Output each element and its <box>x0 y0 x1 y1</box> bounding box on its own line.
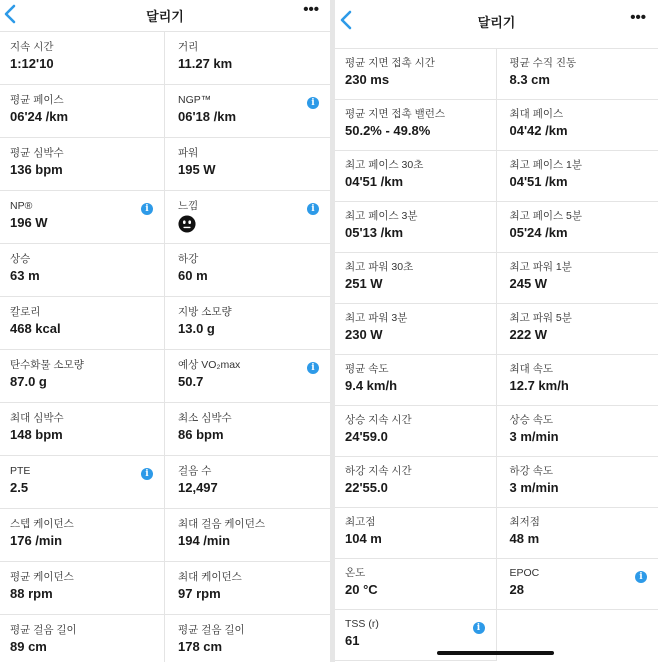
stat-value: 2.5 <box>10 480 29 495</box>
stat-value: 12,497 <box>178 480 218 495</box>
stat-label: 최고 페이스 5분 <box>509 210 583 222</box>
stat-value: 230 W <box>345 327 383 342</box>
stat-label: 최고 페이스 3분 <box>345 210 418 222</box>
stat-value: 251 W <box>345 276 383 291</box>
stat-cell <box>497 253 658 304</box>
stat-cell <box>497 100 658 151</box>
stat-cell <box>165 509 330 562</box>
stat-label: 느낌 <box>178 200 199 212</box>
stat-label: 최고 파워 3분 <box>345 312 408 324</box>
header <box>0 0 330 31</box>
stat-label: 걸음 수 <box>178 465 212 477</box>
stat-label: 하강 속도 <box>509 465 553 477</box>
stat-cell <box>497 304 658 355</box>
stats-grid <box>0 31 330 662</box>
stat-label: 최고 페이스 30초 <box>345 159 424 171</box>
stat-label: 최대 심박수 <box>10 412 64 424</box>
info-icon[interactable]: i <box>307 362 319 374</box>
stat-label: 탄수화물 소모량 <box>10 359 84 371</box>
stat-value: 06'18 /km <box>178 109 237 124</box>
stat-label: 평균 걸음 길이 <box>178 624 245 636</box>
stat-label: 최고 파워 5분 <box>509 312 572 324</box>
stat-value: 05'24 /km <box>509 225 568 240</box>
stat-cell <box>0 32 165 85</box>
stat-cell <box>0 456 165 509</box>
stat-cell <box>0 297 165 350</box>
stat-value: 9.4 km/h <box>345 378 398 393</box>
stat-label: 최대 페이스 <box>509 108 564 120</box>
stat-label: 하강 지속 시간 <box>345 465 412 477</box>
stat-cell <box>335 457 497 508</box>
stat-cell <box>165 32 330 85</box>
stat-cell <box>335 100 497 151</box>
stat-value: 04'51 /km <box>509 174 568 189</box>
stat-label: 지속 시간 <box>10 41 54 53</box>
stat-cell <box>165 297 330 350</box>
stat-cell <box>0 562 165 615</box>
stat-label: 평균 속도 <box>345 363 389 375</box>
stat-label: 최고점 <box>345 516 376 528</box>
info-icon[interactable]: i <box>141 468 153 480</box>
stat-cell <box>0 244 165 297</box>
stat-value: 104 m <box>345 531 382 546</box>
more-options-icon[interactable]: ••• <box>303 1 319 18</box>
info-icon[interactable]: i <box>307 203 319 215</box>
stat-cell <box>497 355 658 406</box>
stat-value: 50.7 <box>178 374 204 389</box>
stat-cell <box>335 559 497 610</box>
stat-cell <box>0 509 165 562</box>
stat-value: 22'55.0 <box>345 480 388 495</box>
stat-cell <box>0 403 165 456</box>
neutral-face-icon <box>178 215 196 233</box>
stat-value: 8.3 cm <box>509 72 550 87</box>
stat-label: 최대 케이던스 <box>178 571 242 583</box>
stat-value: 176 /min <box>10 533 63 548</box>
stat-value: 48 m <box>509 531 540 546</box>
stat-label: 평균 지면 접촉 밸런스 <box>345 108 446 120</box>
stat-value: 87.0 g <box>10 374 47 389</box>
page-title: 달리기 <box>477 15 516 30</box>
stat-label: TSS (r) <box>345 618 379 630</box>
stat-value: 50.2% - 49.8% <box>345 123 431 138</box>
stat-cell <box>497 508 658 559</box>
stat-cell <box>0 615 165 662</box>
stat-cell <box>165 350 330 403</box>
stat-value: 86 bpm <box>178 427 224 442</box>
stat-label: NP® <box>10 200 33 212</box>
stat-label: 최대 속도 <box>509 363 553 375</box>
stat-cell <box>335 406 497 457</box>
stat-value: 230 ms <box>345 72 390 87</box>
stat-value: 24'59.0 <box>345 429 388 444</box>
stat-value: 12.7 km/h <box>509 378 569 393</box>
stat-value: 63 m <box>10 268 40 283</box>
home-indicator[interactable] <box>437 651 554 655</box>
stat-label: 거리 <box>178 41 199 53</box>
stat-value: 3 m/min <box>509 480 559 495</box>
stat-label: 평균 수직 진동 <box>509 57 577 69</box>
stat-cell <box>335 304 497 355</box>
stat-value: 136 bpm <box>10 162 63 177</box>
stat-cell <box>0 85 165 138</box>
stat-cell <box>165 403 330 456</box>
stat-cell <box>165 456 330 509</box>
stat-label: 평균 심박수 <box>10 147 64 159</box>
stat-cell <box>165 191 330 244</box>
stat-value: 194 /min <box>178 533 231 548</box>
stat-value: 05'13 /km <box>345 225 404 240</box>
stat-cell <box>165 562 330 615</box>
stat-cell <box>497 202 658 253</box>
stat-value: 245 W <box>509 276 548 291</box>
stat-label: 최고 파워 30초 <box>345 261 414 273</box>
stat-value: 28 <box>509 582 524 597</box>
stat-cell <box>497 49 658 100</box>
stat-cell <box>497 457 658 508</box>
stat-cell <box>335 202 497 253</box>
stat-value: 89 cm <box>10 639 47 654</box>
stat-label: EPOC <box>509 567 540 579</box>
stat-label: 평균 지면 접촉 시간 <box>345 57 435 69</box>
stat-value: 178 cm <box>178 639 223 654</box>
stat-value: 20 °C <box>345 582 378 597</box>
stat-value: 1:12'10 <box>10 56 54 71</box>
stat-value: 06'24 /km <box>10 109 69 124</box>
stat-label: 최고 페이스 1분 <box>509 159 583 171</box>
stat-value: 468 kcal <box>10 321 61 336</box>
info-icon[interactable]: i <box>307 97 319 109</box>
stat-label: 최고 파워 1분 <box>509 261 572 273</box>
stat-value: 60 m <box>178 268 208 283</box>
header <box>335 0 658 48</box>
stats-grid <box>335 48 658 661</box>
stat-label: NGP™ <box>178 94 212 106</box>
stat-value: 04'51 /km <box>345 174 404 189</box>
stat-value: 148 bpm <box>10 427 63 442</box>
stat-cell <box>335 355 497 406</box>
stat-label: 지방 소모량 <box>178 306 232 318</box>
stat-value: 13.0 g <box>178 321 215 336</box>
stat-cell <box>165 85 330 138</box>
stat-cell <box>335 49 497 100</box>
stat-value: 3 m/min <box>509 429 559 444</box>
stat-value: 04'42 /km <box>509 123 568 138</box>
stat-cell <box>0 138 165 191</box>
stat-label: 평균 걸음 길이 <box>10 624 77 636</box>
more-options-icon[interactable]: ••• <box>630 9 646 26</box>
stat-value: 196 W <box>10 215 48 230</box>
page-title: 달리기 <box>146 9 184 24</box>
stat-label: PTE <box>10 465 31 477</box>
stat-value: 222 W <box>509 327 548 342</box>
info-icon[interactable]: i <box>635 571 647 583</box>
stat-cell <box>497 406 658 457</box>
stat-label: 최대 걸음 케이던스 <box>178 518 265 530</box>
stat-label: 온도 <box>345 567 366 579</box>
stat-value: 97 rpm <box>178 586 221 601</box>
stat-cell <box>335 253 497 304</box>
stat-cell <box>0 191 165 244</box>
stat-cell <box>335 151 497 202</box>
stat-cell <box>0 350 165 403</box>
info-icon[interactable]: i <box>473 622 485 634</box>
stat-cell <box>335 508 497 559</box>
stat-value: 88 rpm <box>10 586 53 601</box>
stat-label: 최저점 <box>509 516 540 528</box>
stat-cell <box>497 151 658 202</box>
stat-label: 예상 VO₂max <box>178 359 241 371</box>
stat-value: 195 W <box>178 162 216 177</box>
stat-label: 평균 페이스 <box>10 94 64 106</box>
stat-label: 스텝 케이던스 <box>10 518 74 530</box>
stat-cell <box>165 615 330 662</box>
stat-cell <box>497 559 658 610</box>
stat-label: 상승 속도 <box>509 414 553 426</box>
stat-label: 최소 심박수 <box>178 412 232 424</box>
stat-cell <box>165 138 330 191</box>
info-icon[interactable]: i <box>141 203 153 215</box>
stat-label: 파워 <box>178 147 199 159</box>
stat-value: 61 <box>345 633 360 648</box>
stat-label: 평균 케이던스 <box>10 571 74 583</box>
stat-label: 칼로리 <box>10 306 41 318</box>
stat-label: 하강 <box>178 253 199 265</box>
stat-label: 상승 <box>10 253 31 265</box>
right-screen <box>335 0 658 662</box>
stat-cell <box>165 244 330 297</box>
stat-label: 상승 지속 시간 <box>345 414 412 426</box>
stat-value: 11.27 km <box>178 56 233 71</box>
